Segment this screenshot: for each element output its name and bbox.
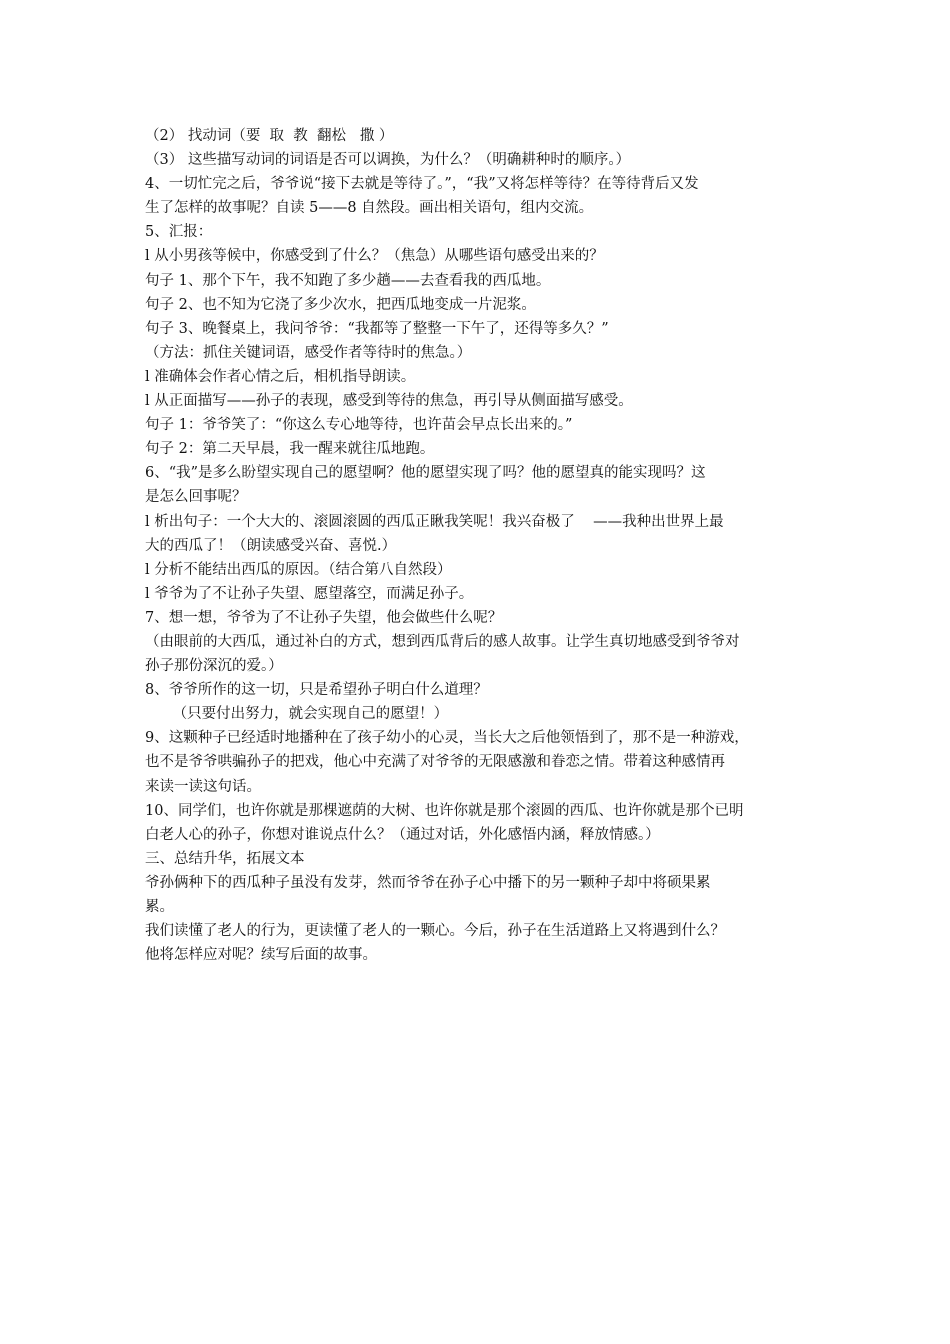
text-line: 也不是爷爷哄骗孙子的把戏，他心中充满了对爷爷的无限感激和眷恋之情。带着这种感情再: [145, 754, 725, 771]
text-line: 累。: [145, 899, 174, 915]
text-line: 4、一切忙完之后，爷爷说“接下去就是等待了。”，“我”又将怎样等待？在等待背后又发: [145, 176, 699, 193]
document-body: [145, 124, 815, 967]
text-line: （只要付出努力，就会实现自己的愿望！）: [145, 706, 449, 723]
text-line: 是怎么回事呢？: [145, 489, 247, 506]
text-line: 孙子那份深沉的爱。）: [145, 658, 283, 675]
text-line: 白老人心的孙子，你想对谁说点什么？（通过对话，外化感悟内涵，释放情感。）: [145, 826, 660, 843]
text-line: 句子 1：爷爷笑了：“你这么专心地等待，也许苗会早点长出来的。”: [145, 417, 573, 434]
text-line: 三、总结升华，拓展文本: [145, 850, 305, 867]
text-line: 句子 2：第二天早晨，我一醒来就往瓜地跑。: [145, 441, 435, 458]
text-line: 6、“我”是多么盼望实现自己的愿望啊？他的愿望实现了吗？他的愿望真的能实现吗？这: [145, 465, 706, 482]
text-line: 他将怎样应对呢？续写后面的故事。: [145, 947, 377, 964]
text-line: （2） 找动词（要 取 教 翻松 撒 ）: [145, 128, 394, 144]
text-line: （由眼前的大西瓜，通过补白的方式，想到西瓜背后的感人故事。让学生真切地感受到爷爷对: [145, 633, 740, 650]
text-line: 句子 3、晚餐桌上，我问爷爷：“我都等了整整一下午了，还得等多久？”: [145, 320, 609, 337]
text-line: 句子 2、也不知为它浇了多少次水，把西瓜地变成一片泥浆。: [145, 296, 536, 313]
text-line: 大的西瓜了！（朗读感受兴奋、喜悦.）: [145, 537, 397, 554]
text-line: 来读一读这句话。: [145, 778, 261, 795]
text-line: l 从小男孩等候中，你感受到了什么？（焦急）从哪些语句感受出来的？: [145, 248, 604, 265]
text-line: 爷孙俩种下的西瓜种子虽没有发芽，然而爷爷在孙子心中播下的另一颗种子却中将硕果累: [145, 874, 711, 891]
text-line: 9、这颗种子已经适时地播种在了孩子幼小的心灵，当长大之后他领悟到了，那不是一种游戏，: [145, 730, 749, 747]
text-line: l 准确体会作者心情之后，相机指导朗读。: [145, 368, 416, 385]
text-line: l 分析不能结出西瓜的原因。（结合第八自然段）: [145, 561, 452, 578]
text-line: l 析出句子：一个大大的、滚圆滚圆的西瓜正瞅我笑呢！我兴奋极了 ——我种出世界上最: [145, 513, 724, 530]
text-line: （方法：抓住关键词语，感受作者等待时的焦急。）: [145, 344, 472, 361]
text-line: 10、同学们，也许你就是那棵遮荫的大树、也许你就是那个滚圆的西瓜、也许你就是那个已明: [145, 802, 744, 819]
text-line: l 从正面描写——孙子的表现，感受到等待的焦急，再引导从侧面描写感受。: [145, 393, 633, 410]
text-line: 8、爷爷所作的这一切，只是希望孙子明白什么道理？: [145, 682, 488, 699]
text-line: （3） 这些描写动词的词语是否可以调换，为什么？（明确耕种时的顺序。）: [145, 152, 631, 169]
text-line: 生了怎样的故事呢？自读 5——8 自然段。画出相关语句，组内交流。: [145, 200, 594, 217]
text-line: 5、汇报：: [145, 224, 213, 241]
text-line: l 爷爷为了不让孙子失望、愿望落空，而满足孙子。: [145, 585, 474, 602]
text-line: 7、想一想，爷爷为了不让孙子失望，他会做些什么呢？: [145, 609, 503, 626]
text-line: 句子 1、那个下午，我不知跑了多少趟——去查看我的西瓜地。: [145, 272, 551, 289]
text-line: 我们读懂了老人的行为，更读懂了老人的一颗心。今后，孙子在生活道路上又将遇到什么？: [145, 923, 725, 940]
